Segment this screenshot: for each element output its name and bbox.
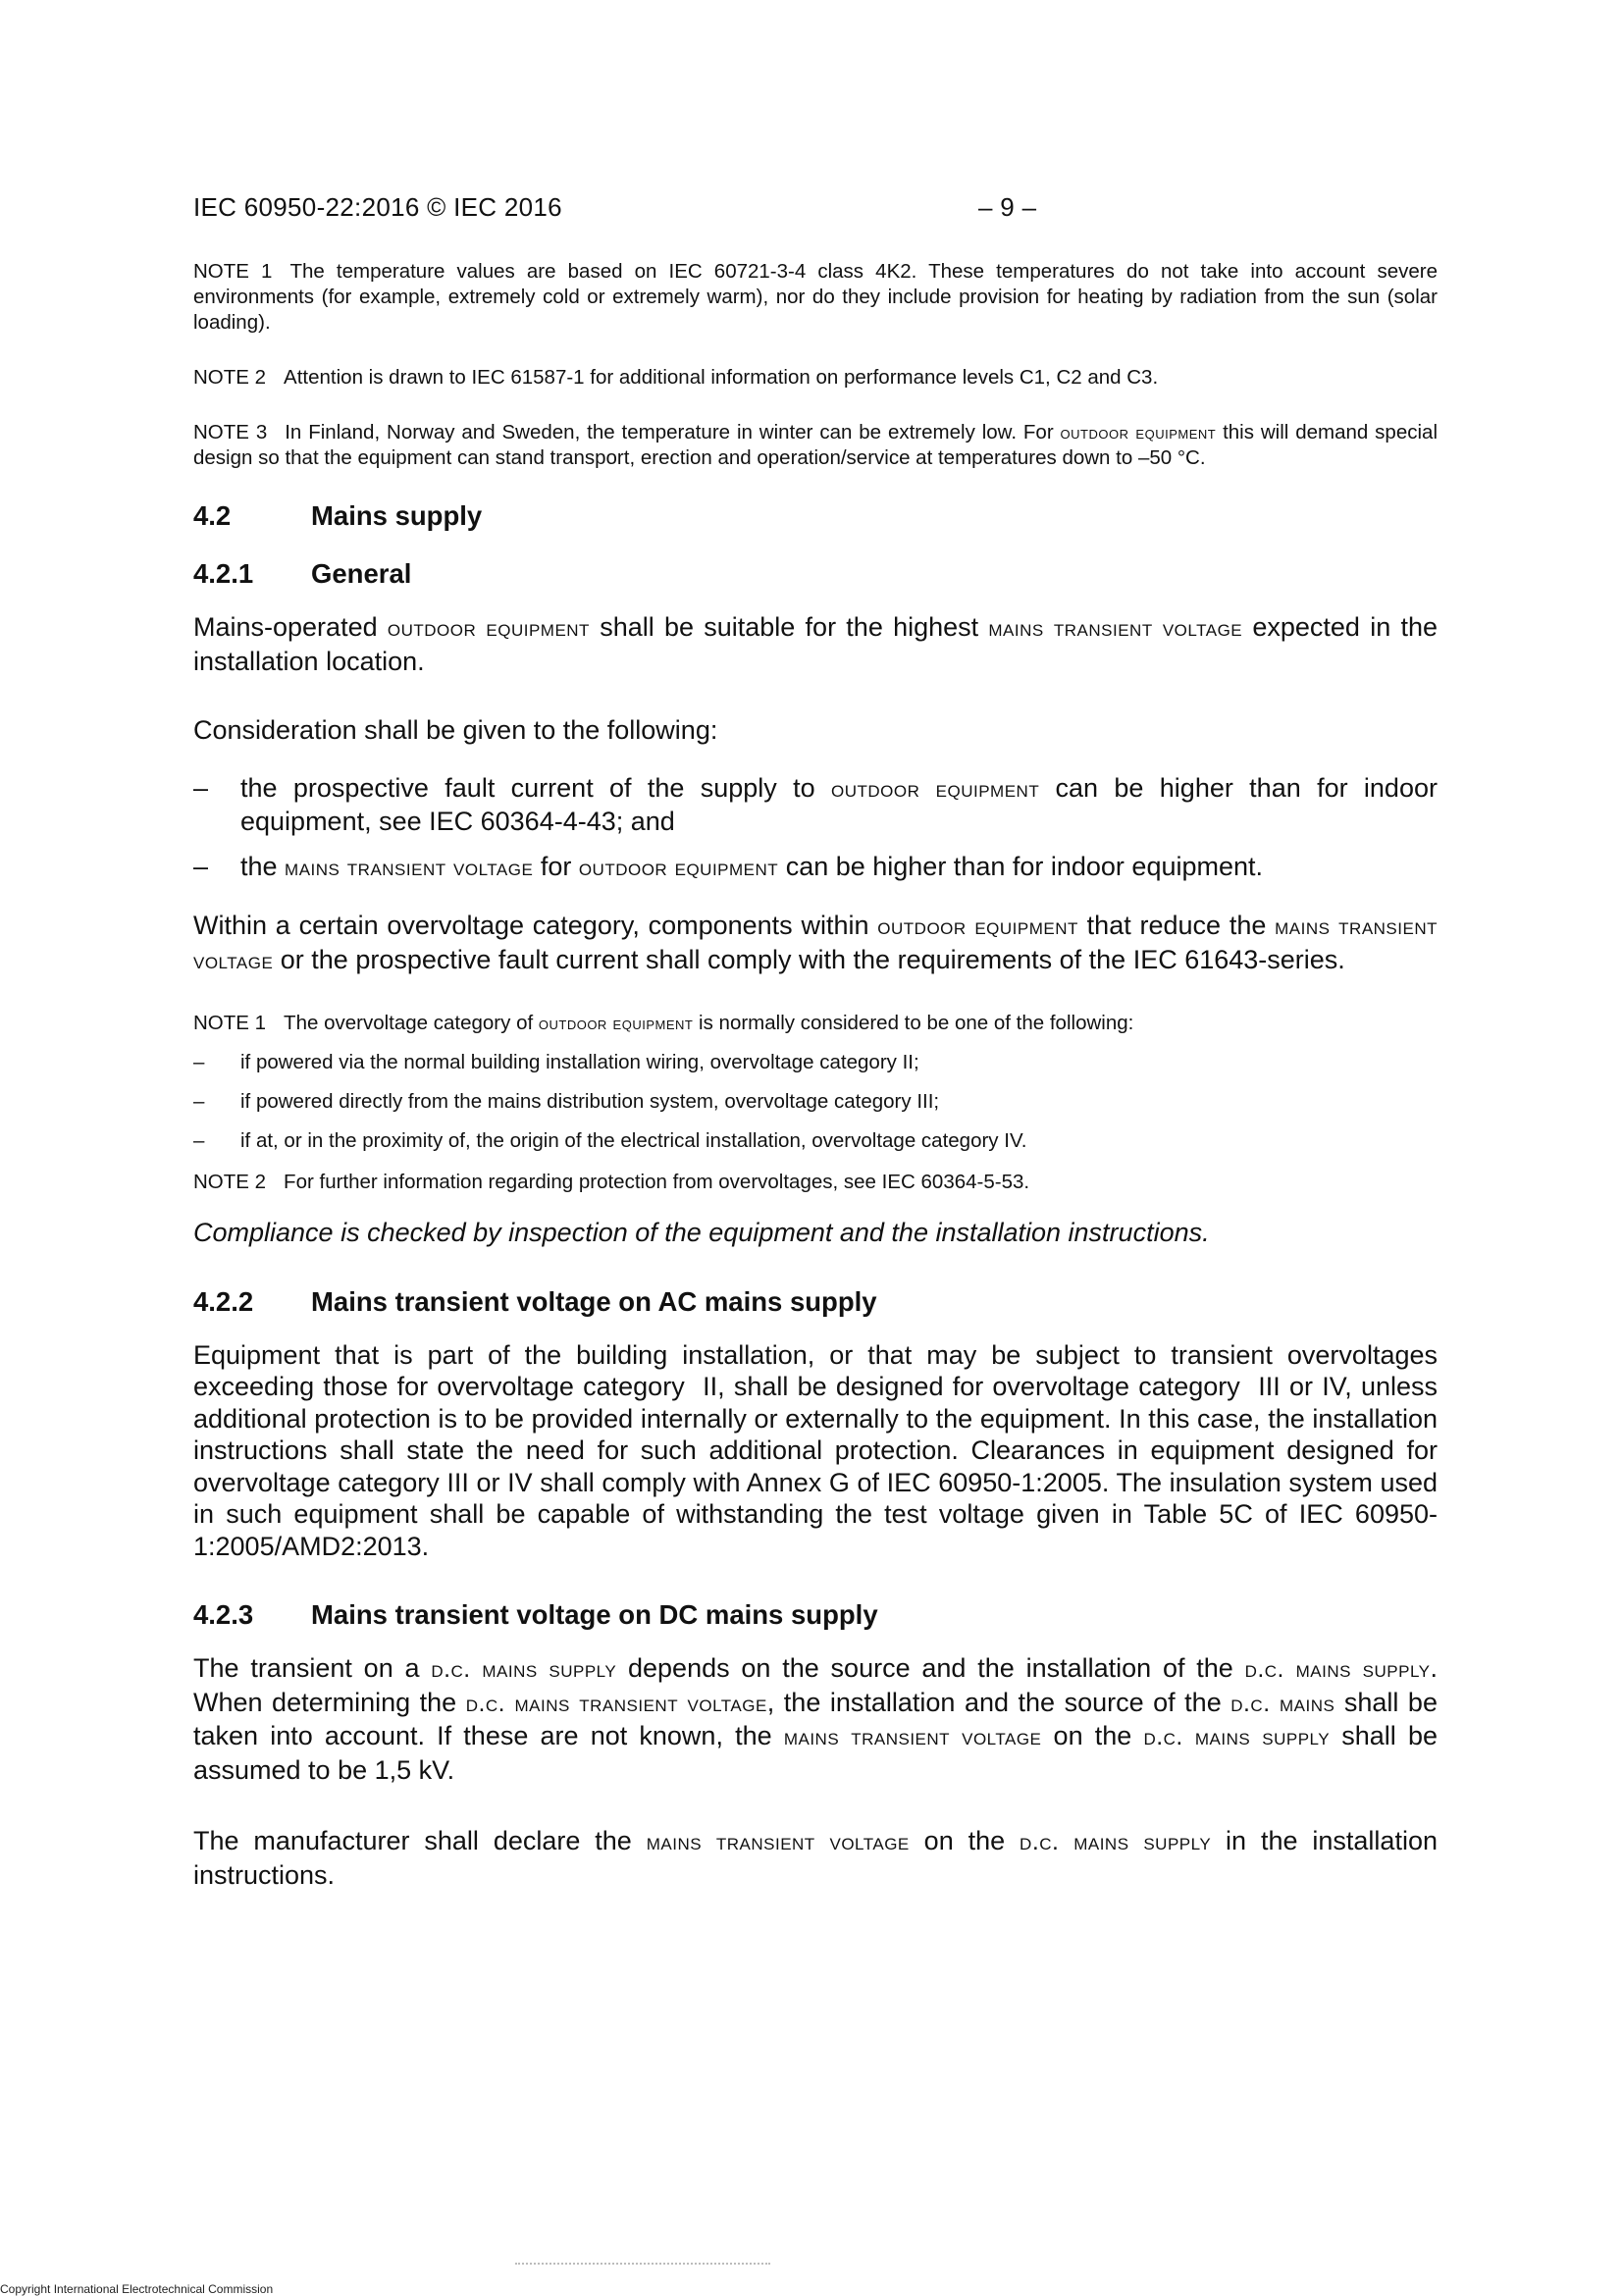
defined-term: mains transient voltage <box>193 913 1438 974</box>
text-run: shall be suitable for the highest <box>589 612 989 642</box>
dash-bullet: – <box>193 1051 205 1073</box>
note-text: this will demand special design so that the equipment can stand transport, erection and operation/service at temperatures down to –50 °C. <box>193 421 1438 469</box>
defined-term: outdoor equipment <box>1060 422 1217 443</box>
defined-term: d.c. mains <box>1230 1690 1335 1717</box>
copyright-footer: Copyright International Electrotechnical Commission <box>0 2282 274 2296</box>
defined-term: mains transient voltage <box>285 854 534 881</box>
note-label: NOTE 2 <box>193 1171 267 1193</box>
standard-reference: IEC 60950-22:2016 © IEC 2016 <box>193 192 562 222</box>
text-run: on the <box>1041 1721 1144 1750</box>
list-item <box>193 1050 1438 1075</box>
note-text: The overvoltage category of <box>284 1012 539 1034</box>
paragraph-dc-mains-2 <box>193 1825 1438 1891</box>
section-heading-4-2 <box>193 500 1438 532</box>
paragraph-general-2: Consideration shall be given to the following: <box>193 715 718 745</box>
section-title: Mains transient voltage on DC mains supply <box>311 1599 878 1630</box>
text-run: that reduce the <box>1077 911 1276 940</box>
text-run: expected in the installation location. <box>193 612 1438 676</box>
list-item-text: if powered via the normal building installation wiring, overvoltage category II; <box>240 1051 919 1073</box>
section-number: 4.2.3 <box>193 1599 254 1630</box>
paragraph-ac-mains: Equipment that is part of the building installation, or that may be subject to transient overvoltages exceeding those for overvoltage category II, shall be designed for overvoltage category III or IV, unless additional protection is to be provided internally or externally to the equipment. In this case, the installation instructions shall state the need for such additional protection. Clearances in equipment designed for overvoltage category III or IV shall comply with Annex G of IEC 60950-1:2005. The insulation system used in such equipment shall be capable of withstanding the test voltage given in Table 5C of IEC 60950-1:2005/AMD2:2013. <box>193 1339 1445 1561</box>
text-run: shall be assumed to be 1,5 kV. <box>193 1721 1438 1785</box>
note-2-performance <box>193 365 1438 391</box>
text-run: the prospective fault current of the supply to <box>240 772 832 803</box>
section-title: Mains transient voltage on AC mains supply <box>311 1285 877 1317</box>
section-heading-4-2-2 <box>193 1286 1438 1318</box>
note-text: In Finland, Norway and Sweden, the temperature in winter can be extremely low. For <box>285 421 1061 444</box>
note-2-protection <box>193 1170 1438 1195</box>
defined-term: outdoor equipment <box>578 854 779 881</box>
document-page <box>193 186 1445 1891</box>
text-run: The transient on a <box>193 1653 432 1683</box>
note-label: NOTE 2 <box>193 366 267 389</box>
list-item <box>193 1089 1438 1115</box>
text-run: the <box>240 851 286 881</box>
defined-term: outdoor equipment <box>877 913 1078 940</box>
defined-term: mains transient voltage <box>988 615 1243 642</box>
text-run: can be higher than for indoor equipment. <box>778 851 1264 881</box>
text-run: or the prospective fault current shall comply with the requirements of the IEC 61643-series. <box>273 944 1345 974</box>
defined-term: mains transient voltage <box>646 1829 910 1855</box>
compliance-statement: Compliance is checked by inspection of the equipment and the installation instructions. <box>193 1218 1210 1247</box>
dash-bullet: – <box>193 1090 205 1113</box>
defined-term: outdoor equipment <box>387 615 590 642</box>
note-label: NOTE 1 <box>193 1012 267 1034</box>
text-run: on the <box>909 1826 1020 1855</box>
note-text: The temperature values are based on IEC 60721-3-4 class 4K2. These temperatures do not take into account severe environments (for example, extremely cold or extremely warm), nor do they include provision for heating by radiation from the sun (solar loading). <box>193 260 1439 334</box>
section-title: General <box>311 558 412 589</box>
text-run: depends on the source and the installation of the <box>616 1653 1245 1683</box>
text-run: can be higher than for indoor equipment, see IEC 60364-4-43; and <box>240 772 1438 836</box>
section-number: 4.2.1 <box>193 558 254 589</box>
section-heading-4-2-1 <box>193 558 1438 590</box>
defined-term: d.c. mains supply <box>1143 1724 1331 1750</box>
text-run: shall be taken into account. If these are not known, the <box>193 1687 1438 1750</box>
list-item-text: if at, or in the proximity of, the origin of the electrical installation, overvoltage category IV. <box>240 1129 1027 1152</box>
text-run: The manufacturer shall declare the <box>193 1826 647 1855</box>
dash-bullet: – <box>193 772 209 803</box>
consideration-list <box>193 772 1438 885</box>
section-title: Mains supply <box>311 500 483 531</box>
paragraph-general-3 <box>193 910 1438 977</box>
section-heading-4-2-3 <box>193 1599 1438 1631</box>
paragraph-general-1 <box>193 611 1438 677</box>
text-run: for <box>533 851 579 881</box>
defined-term: d.c. mains transient voltage <box>465 1690 767 1717</box>
list-item-text: if powered directly from the mains distribution system, overvoltage category III; <box>240 1090 940 1113</box>
note-text: is normally considered to be one of the following: <box>693 1012 1134 1034</box>
overvoltage-category-list <box>193 1050 1438 1154</box>
paragraph-dc-mains-1 <box>193 1652 1438 1786</box>
dash-bullet: – <box>193 1129 205 1152</box>
defined-term: d.c. mains supply <box>431 1656 617 1683</box>
text-run: Within a certain overvoltage category, components within <box>193 911 878 940</box>
note-text: For further information regarding protection from overvoltages, see IEC 60364-5-53. <box>284 1171 1030 1193</box>
defined-term: d.c. mains supply <box>1020 1829 1212 1855</box>
defined-term: d.c. mains supply <box>1244 1656 1431 1683</box>
note-1-overvoltage-category <box>193 1011 1438 1036</box>
note-1-temperature <box>193 259 1438 336</box>
text-run: Mains-operated <box>193 612 388 642</box>
text-run: , the installation and the source of the <box>766 1687 1231 1717</box>
note-3-nordic <box>193 420 1438 471</box>
text-run: in the installation instructions. <box>193 1826 1438 1890</box>
list-item <box>193 772 1438 838</box>
defined-term: outdoor equipment <box>831 775 1040 803</box>
list-item <box>193 1128 1438 1154</box>
section-number: 4.2 <box>193 500 232 531</box>
text-run: . When determining the <box>193 1653 1439 1717</box>
page-header <box>193 186 1438 226</box>
note-text: Attention is drawn to IEC 61587-1 for additional information on performance levels C1, C2 and C3. <box>284 366 1159 389</box>
defined-term: outdoor equipment <box>538 1013 694 1033</box>
section-number: 4.2.2 <box>193 1285 254 1317</box>
page-number: – 9 – <box>978 192 1037 222</box>
scan-artifact-divider <box>515 2263 770 2269</box>
dash-bullet: – <box>193 851 209 881</box>
note-label: NOTE 1 <box>193 260 273 283</box>
defined-term: mains transient voltage <box>783 1724 1042 1750</box>
list-item <box>193 851 1438 885</box>
note-label: NOTE 3 <box>193 421 268 444</box>
